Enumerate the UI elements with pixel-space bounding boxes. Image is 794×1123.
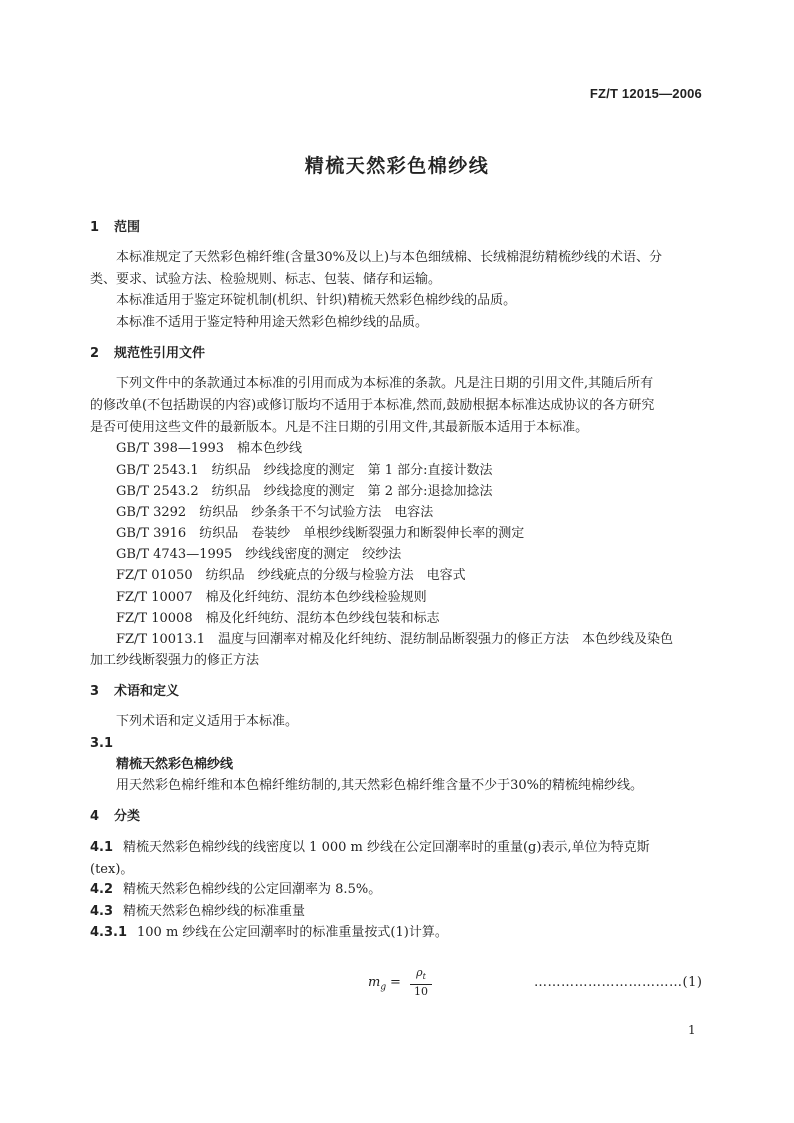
clause-number: 4.3.1 bbox=[90, 925, 128, 940]
clause-4-2 bbox=[90, 881, 381, 898]
s1-paragraph-1-line-2: 类、要求、试验方法、检验规则、标志、包装、储存和运输。 bbox=[90, 272, 442, 287]
reference-item: GB/T 2543.2 纺织品 纱线捻度的测定 第 2 部分:退捻加捻法 bbox=[116, 484, 493, 499]
section-1-heading bbox=[90, 219, 140, 236]
reference-item: GB/T 398—1993 棉本色纱线 bbox=[116, 441, 303, 456]
s2-paragraph-line-1: 下列文件中的条款通过本标准的引用而成为本标准的条款。凡是注日期的引用文件,其随后所有 bbox=[116, 376, 654, 391]
standard-code: FZ/T 12015—2006 bbox=[589, 86, 702, 101]
s2-paragraph-line-2: 的修改单(不包括勘误的内容)或修订版均不适用于本标准,然而,鼓励根据本标准达成协议的各方研究 bbox=[90, 398, 655, 413]
reference-item: GB/T 3916 纺织品 卷装纱 单根纱线断裂强力和断裂伸长率的测定 bbox=[116, 526, 525, 541]
s1-paragraph-2: 本标准适用于鉴定环锭机制(机织、针织)精梳天然彩色棉纱线的品质。 bbox=[116, 293, 517, 308]
page-number: 1 bbox=[688, 1023, 696, 1037]
s1-paragraph-1-line-1: 本标准规定了天然彩色棉纤维(含量30%及以上)与本色细绒棉、长绒棉混纺精梳纱线的术语、分 bbox=[116, 250, 663, 265]
clause-4-1-line-2: (tex)。 bbox=[90, 862, 134, 877]
section-number: 4 bbox=[90, 809, 100, 824]
term-heading: 精梳天然彩色棉纱线 bbox=[116, 757, 234, 772]
formula-fraction bbox=[410, 966, 432, 999]
clause-text: 精梳天然彩色棉纱线的线密度以 1 000 m 纱线在公定回潮率时的重量(g)表示,单位为特克斯 bbox=[123, 840, 650, 855]
section-number: 1 bbox=[90, 220, 100, 235]
reference-item: GB/T 2543.1 纺织品 纱线捻度的测定 第 1 部分:直接计数法 bbox=[116, 463, 493, 478]
clause-4-1 bbox=[90, 839, 650, 856]
clause-4-3 bbox=[90, 903, 305, 920]
formula-lhs: $m_g$ bbox=[368, 975, 387, 993]
formula-numerator: $\rho_t$ bbox=[410, 966, 432, 985]
formula-equals: = bbox=[390, 975, 401, 990]
section-3-heading bbox=[90, 683, 179, 700]
section-number: 3 bbox=[90, 684, 100, 699]
reference-item: FZ/T 10013.1 温度与回潮率对棉及化纤纯纺、混纺制品断裂强力的修正方法 本色纱线及染色 bbox=[116, 632, 673, 647]
clause-4-3-1 bbox=[90, 924, 448, 941]
reference-item: FZ/T 01050 纺织品 纱线疵点的分级与检验方法 电容式 bbox=[116, 568, 466, 583]
s3-paragraph: 下列术语和定义适用于本标准。 bbox=[116, 714, 299, 729]
reference-item-continuation: 加工纱线断裂强力的修正方法 bbox=[90, 653, 260, 668]
clause-text: 100 m 纱线在公定回潮率时的标准重量按式(1)计算。 bbox=[137, 925, 448, 940]
reference-item: FZ/T 10007 棉及化纤纯纺、混纺本色纱线检验规则 bbox=[116, 590, 427, 605]
reference-item: FZ/T 10008 棉及化纤纯纺、混纺本色纱线包装和标志 bbox=[116, 611, 440, 626]
section-title: 术语和定义 bbox=[114, 684, 180, 699]
section-4-heading bbox=[90, 808, 140, 825]
reference-item: GB/T 4743—1995 纱线线密度的测定 绞纱法 bbox=[116, 547, 402, 562]
equation-number: ……………………………(1) bbox=[534, 975, 703, 990]
clause-number: 4.2 bbox=[90, 882, 114, 897]
reference-item: GB/T 3292 纺织品 纱条条干不匀试验方法 电容法 bbox=[116, 505, 434, 520]
section-2-heading bbox=[90, 345, 205, 362]
clause-number: 4.1 bbox=[90, 840, 114, 855]
section-title: 规范性引用文件 bbox=[114, 346, 206, 361]
formula-denominator: 10 bbox=[414, 985, 428, 999]
clause-number: 4.3 bbox=[90, 904, 114, 919]
clause-text: 精梳天然彩色棉纱线的公定回潮率为 8.5%。 bbox=[123, 882, 382, 897]
document-title: 精梳天然彩色棉纱线 bbox=[304, 155, 490, 177]
term-definition: 用天然彩色棉纤维和本色棉纤维纺制的,其天然彩色棉纤维含量不少于30%的精梳纯棉纱线。 bbox=[116, 778, 644, 793]
section-title: 分类 bbox=[114, 809, 141, 824]
section-number: 2 bbox=[90, 346, 100, 361]
clause-3-1-number: 3.1 bbox=[90, 736, 114, 751]
clause-text: 精梳天然彩色棉纱线的标准重量 bbox=[123, 904, 306, 919]
s2-paragraph-line-3: 是否可使用这些文件的最新版本。凡是不注日期的引用文件,其最新版本适用于本标准。 bbox=[90, 420, 589, 435]
section-title: 范围 bbox=[114, 220, 141, 235]
s1-paragraph-3: 本标准不适用于鉴定特种用途天然彩色棉纱线的品质。 bbox=[116, 315, 429, 330]
